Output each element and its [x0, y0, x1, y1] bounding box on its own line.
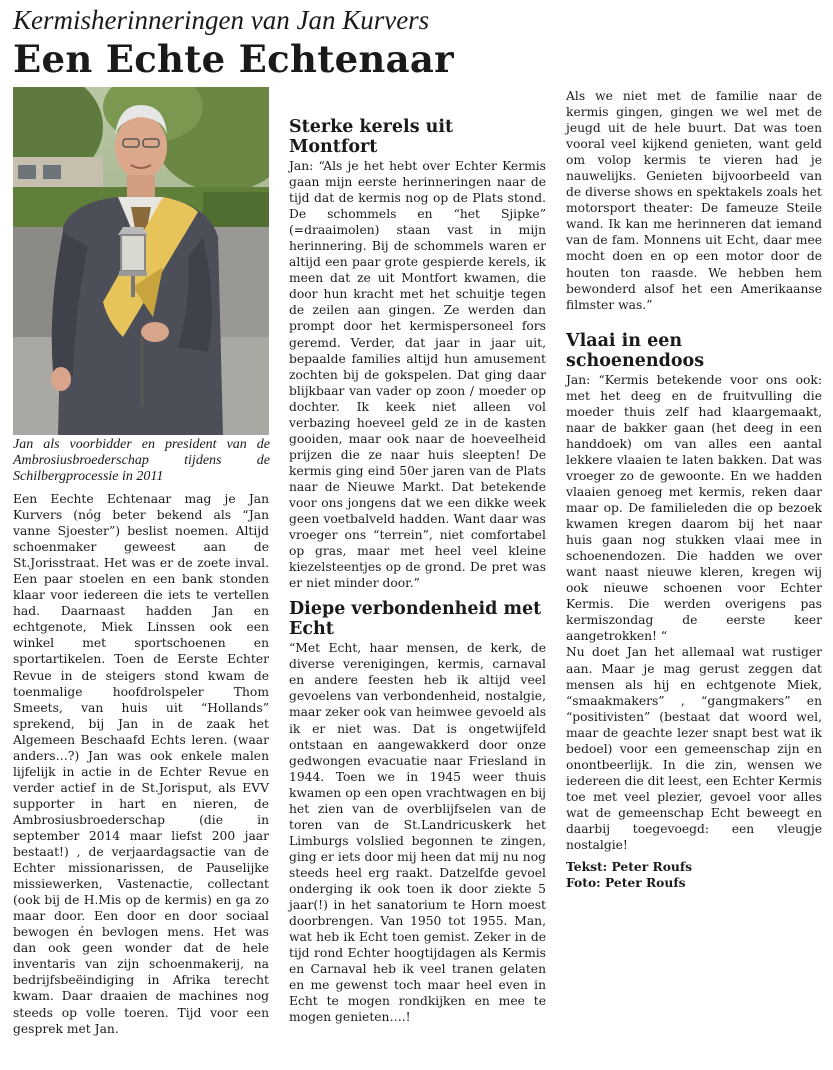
column-2	[289, 88, 546, 1025]
kicker: Kermisherinneringen van Jan Kurvers	[13, 5, 430, 35]
section-heading-vlaai: Vlaai in een schoenendoos	[566, 330, 705, 371]
section-text-diepe-verbondenheid-2: Als we niet met de familie naar de kermis gingen, gingen we wel met de jeugd uit de hele buurt. Dat was toen vooral veel kijkend genieten, want geld om volop kermis te vieren had je nauwelijks. Genieten bijvoorbeeld van de diverse shows en spektakels zoals het motorsport theater: De fameuze Steile wand. Ik kan me herinneren dat iemand van de fam. Monnens uit Echt, daar mee mocht doen en op een motor door de houten ton raasde. We hebben hem bewonderd alsof het een Amerikaanse filmster was.”	[566, 89, 822, 312]
section-heading-sterke-kerels: Sterke kerels uit Montfort	[289, 117, 454, 157]
intro-text: Een Eechte Echtenaar mag je Jan Kurvers (nóg beter bekend als “Jan vanne Sjoester”) beslist noemen. Altijd schoenmaker geweest aan de St.Jorisstraat. Het was er de zoete inval. Een paar stoelen en een bank stonden klaar voor iedereen die iets te vertellen had. Daarnaast hadden Jan en echtgenote, Miek Linssen ook een winkel met sportschoenen en sportartikelen. Toen de Eerste Echter Revue in de steigers stond kwam de toenmalige hoofdrolspeler Thom Smeets, van huis uit “Hollands” sprekend, bij Jan in de zaak het Algemeen Beschaafd Echts leren. (waar anders…?) Jan was ook enkele malen lijfelijk in actie in de Echter Revue en verder actief in de St.Jorisput, als EVV supporter in hart en nieren, de Ambrosiusbroederschap (die in september 2014 maar liefst 200 jaar bestaat!) , de verjaardagsactie van de Echter missionarissen, de Pauselijke missiewerken, Vastenactie, collectant (ook bij de H.Mis op de kermis) en ga zo maar door. Een door en door sociaal bewogen én bevlogen mens. Het was dan ook geen wonder dat de hele inventaris van zijn schoenmakerij, na bedrijfsbeëindiging in Afrika terecht kwam. Daar draaien de machines nog steeds op volle toeren. Tijd voor een gesprek met Jan.	[13, 492, 269, 1036]
headline: Een Echte Echtenaar	[13, 37, 454, 81]
section-heading-diepe-verbondenheid: Diepe verbondenheid met Echt	[289, 599, 542, 640]
credit-photo: Foto: Peter Roufs	[566, 875, 686, 891]
section-text-sterke-kerels: Jan: “Als je het hebt over Echter Kermis gaan mijn eerste herinneringen naar de tijd dat de kermis nog op de Plats stond. De schommels en “het Sjipke” (=draaimolen) staan vast in mijn herinnering. Bij de schommels waren er altijd een paar grote gespierde kerels, ik meen dat ze uit Montfort kwamen, die door hun kracht met het schuitje tegen de zeilen aan gingen. Ze werden dan prompt door het kermispersoneel fors geremd. Verder, dat jaar in jaar uit, bepaalde families altijd hun amusement zochten bij de gokspelen. Dat ging daar blijkbaar van vader op zoon / moeder op dochter. Ik keek niet alleen vol verbazing hoeveel geld ze in de kasten gooiden, maar ook naar de hoeveelheid prijzen die ze naar huis sleepten! De kermis ging eind 50er jaren van de Plats naar de Nieuwe Markt. Dat betekende voor ons jongens dat we een dikke week geen voetbalveld hadden. Want daar was vroeger ons “terrein”, niet comfortabel op gras, maar met heel veel kleine kiezelsteentjes op de grond. De pret was er niet minder door.”	[289, 159, 546, 591]
portrait-photo	[13, 87, 269, 435]
credits	[566, 859, 822, 891]
section-text-diepe-verbondenheid: “Met Echt, haar mensen, de kerk, de diverse verenigingen, kermis, carnaval en andere feesten heb ik altijd veel gevoelens van verbondenheid, nostalgie, maar zeker ook van heimwee gevoeld als ik er niet was. Dat is ongetwijfeld ontstaan en aangewakkerd door onze gedwongen evacuatie naar Friesland in 1944. Toen we in 1945 weer thuis kwamen op een open vrachtwagen en bij het zien van de overblijfselen van de toren van de St.Landricuskerk het Limburgs volslied begonnen te zingen, ging er iets door mij heen dat mij nu nog steeds heel erg raakt. Datzelfde gevoel onderging ik ook toen ik door ziekte 5 jaar(!) in het sanatorium te Horn moest doorbrengen. Van 1950 tot 1955. Man, wat heb ik Echt toen gemist. Zeker in de tijd rond Echter hoogtijdagen als Kermis en Carnaval heb ik veel tranen gelaten en me gewenst toch maar heel even in Echt te mogen rondkijken en mee te mogen genieten….!	[289, 641, 546, 1025]
section-text-vlaai: Jan: “Kermis betekende voor ons ook: met het deeg en de fruitvulling die moeder thuis zelf had klaargemaakt, naar de bakker gaan (het deeg in een handdoek) om van alles een aantal lekkere vlaaien te laten bakken. Dat was vroeger zo de gewoonte. En we hadden vlaaien genoeg met kermis, reken daar maar op. De familieleden die op bezoek kwamen kregen daarom bij het naar huis gaan nog stukken vlaai mee in schoenendozen. Die hadden we over want naast nieuwe kleren, kregen wij ook nieuwe schoenen voor Echter Kermis. Die werden overigens pas kermiszondag de eerste keer aangetrokken! “	[566, 372, 822, 644]
section-text-vlaai-2: Nu doet Jan het allemaal wat rustiger aan. Maar je mag gerust zeggen dat mensen als hij en echtgenote Miek, “smaakmakers” , “gangmakers” en “positivisten” (bestaat dat woord wel, maar de geachte lezer snapt best wat ik bedoel) voor een gemeenschap zijn en onontbeerlijk. In die zin, wensen we iedereen die dit leest, een Echter Kermis toe met veel plezier, gevoel voor alles wat de gemeenschap Echt beweegt en daarbij toegevoegd: een vleugje nostalgie!	[566, 645, 822, 853]
column-3	[566, 88, 822, 891]
credit-text: Tekst: Peter Roufs	[566, 859, 693, 875]
column-1	[13, 491, 269, 1037]
photo-caption: Jan als voorbidder en president van de Ambrosiusbroederschap tijdens de Schilbergprocessie in 2011	[13, 437, 270, 484]
